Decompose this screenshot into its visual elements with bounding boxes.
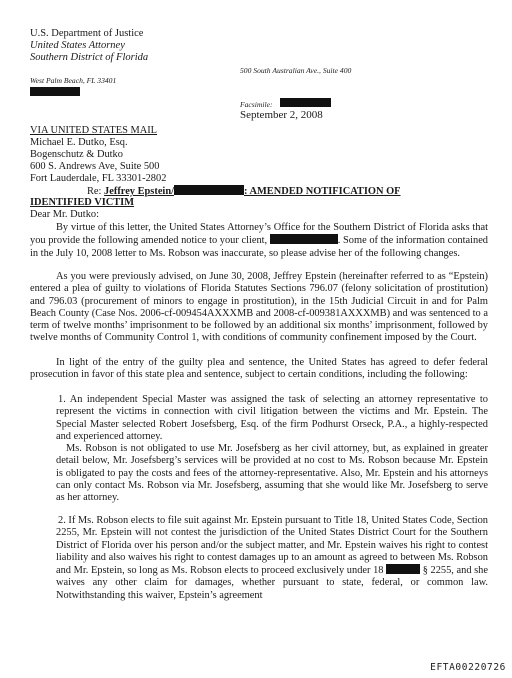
document-id: EFTA00220726 [430,662,506,673]
facsimile-label: Facsimile: [240,100,273,109]
letterhead-street-address: 500 South Australian Ave., Suite 400 [240,66,352,75]
redaction-box [270,234,338,244]
letterhead-city-line: West Palm Beach, FL 33401 [30,76,117,85]
item-2-text-a: 2. If Ms. Robson elects to file suit against Mr. Epstein pursuant to Title 18, United States Code, Section 2255, Mr. Epstein will not contest the jurisdiction of the United States District Court for the Southern District of Florida over his person and/or the subject matter, and Mr. Epstein waives his right to contest liability and also waives his right to contest damages up to an amount as agreed to between Ms. Robson and Mr. Epstein, so long as Ms. Robson elects to proceed exclusively under 18 [56,515,488,577]
delivery-method: VIA UNITED STATES MAIL [30,125,158,136]
paragraph-1-text-a: By virtue of this letter, the United States Attorney’s Office for the Southern District of Florida asks that you provide the following amended notice to your client, [30,222,488,247]
subject-title-part2: IDENTIFIED VICTIM [30,197,135,208]
recipient-city: Fort Lauderdale, FL 33301-2802 [30,173,167,184]
redaction-box [280,98,331,107]
subject-title-part1: : AMENDED NOTIFICATION OF [243,186,401,197]
letterhead-district: Southern District of Florida [30,52,149,63]
item-2-text-b: § 2255, and she waives any other claim for damages, whether pursuant to state, federal, or common law. Notwithstanding this waiver, Epstein’s agreement [56,565,488,601]
recipient-firm: Bogenschutz & Dutko [30,149,123,160]
redaction-box [386,564,420,574]
paragraph-2: As you were previously advised, on June 30, 2008, Jeffrey Epstein (hereinafter referred to as “Epstein) entered a plea of guilty to violations of Florida Statutes Sections 796.07 (felony solicitation of prostitution) and 796.03 (procurement of minors to engage in prostitution), in the 15th Judicial Circuit in and for Palm Beach County (Case Nos. 2006-cf-009454AXXXMB and 2008-cf-009381AXXXMB) and was sentenced to a term of twelve months’ imprisonment to be followed by an additional six months’ imprisonment, followed by twelve months of Community Control 1, with conditions of community confinement imposed by the Court. [30,271,488,344]
subject-name: Jeffrey Epstein/ [104,186,174,197]
item-1-part-a: 1. An independent Special Master was assigned the task of selecting an attorney representative to represent the victims in connection with civil litigation between the victims and Mr. Epstein. The Special Master selected Robert Josefsberg, Esq. of the firm Podhurst Orseck, P.A., a highly-respected and experienced attorney. [56,394,488,442]
letter-date: September 2, 2008 [240,109,323,121]
subject-prefix: Re: [87,186,102,197]
redaction-box [30,87,80,96]
salutation: Dear Mr. Dutko: [30,209,99,220]
redaction-box [174,185,244,195]
paragraph-1 [30,222,488,260]
item-2 [56,515,488,602]
letterhead-office: United States Attorney [30,40,125,51]
recipient-street: 600 S. Andrews Ave, Suite 500 [30,161,160,172]
letterhead-department: U.S. Department of Justice [30,28,144,39]
recipient-name: Michael E. Dutko, Esq. [30,137,128,148]
paragraph-1-text-b: . Some of the information contained in the July 10, 2008 letter to Ms. Robson was inaccurate, so please advise her of the following changes. [30,235,488,259]
paragraph-3: In light of the entry of the guilty plea and sentence, the United States has agreed to defer federal prosecution in favor of this state plea and sentence, subject to certain conditions, including the following: [30,357,488,381]
item-1-part-b: Ms. Robson is not obligated to use Mr. Josefsberg as her civil attorney, but, as explained in greater detail below, Mr. Josefsberg’s services will be provided at no cost to Ms. Robson because Mr. Epstein is obligated to pay the costs and fees of the attorney-representative. Also, Mr. Epstein and his attorneys can only contact Ms. Robson via Mr. Josefsberg, assuming that she would like Mr. Josefsberg to serve as her attorney. [56,443,488,504]
